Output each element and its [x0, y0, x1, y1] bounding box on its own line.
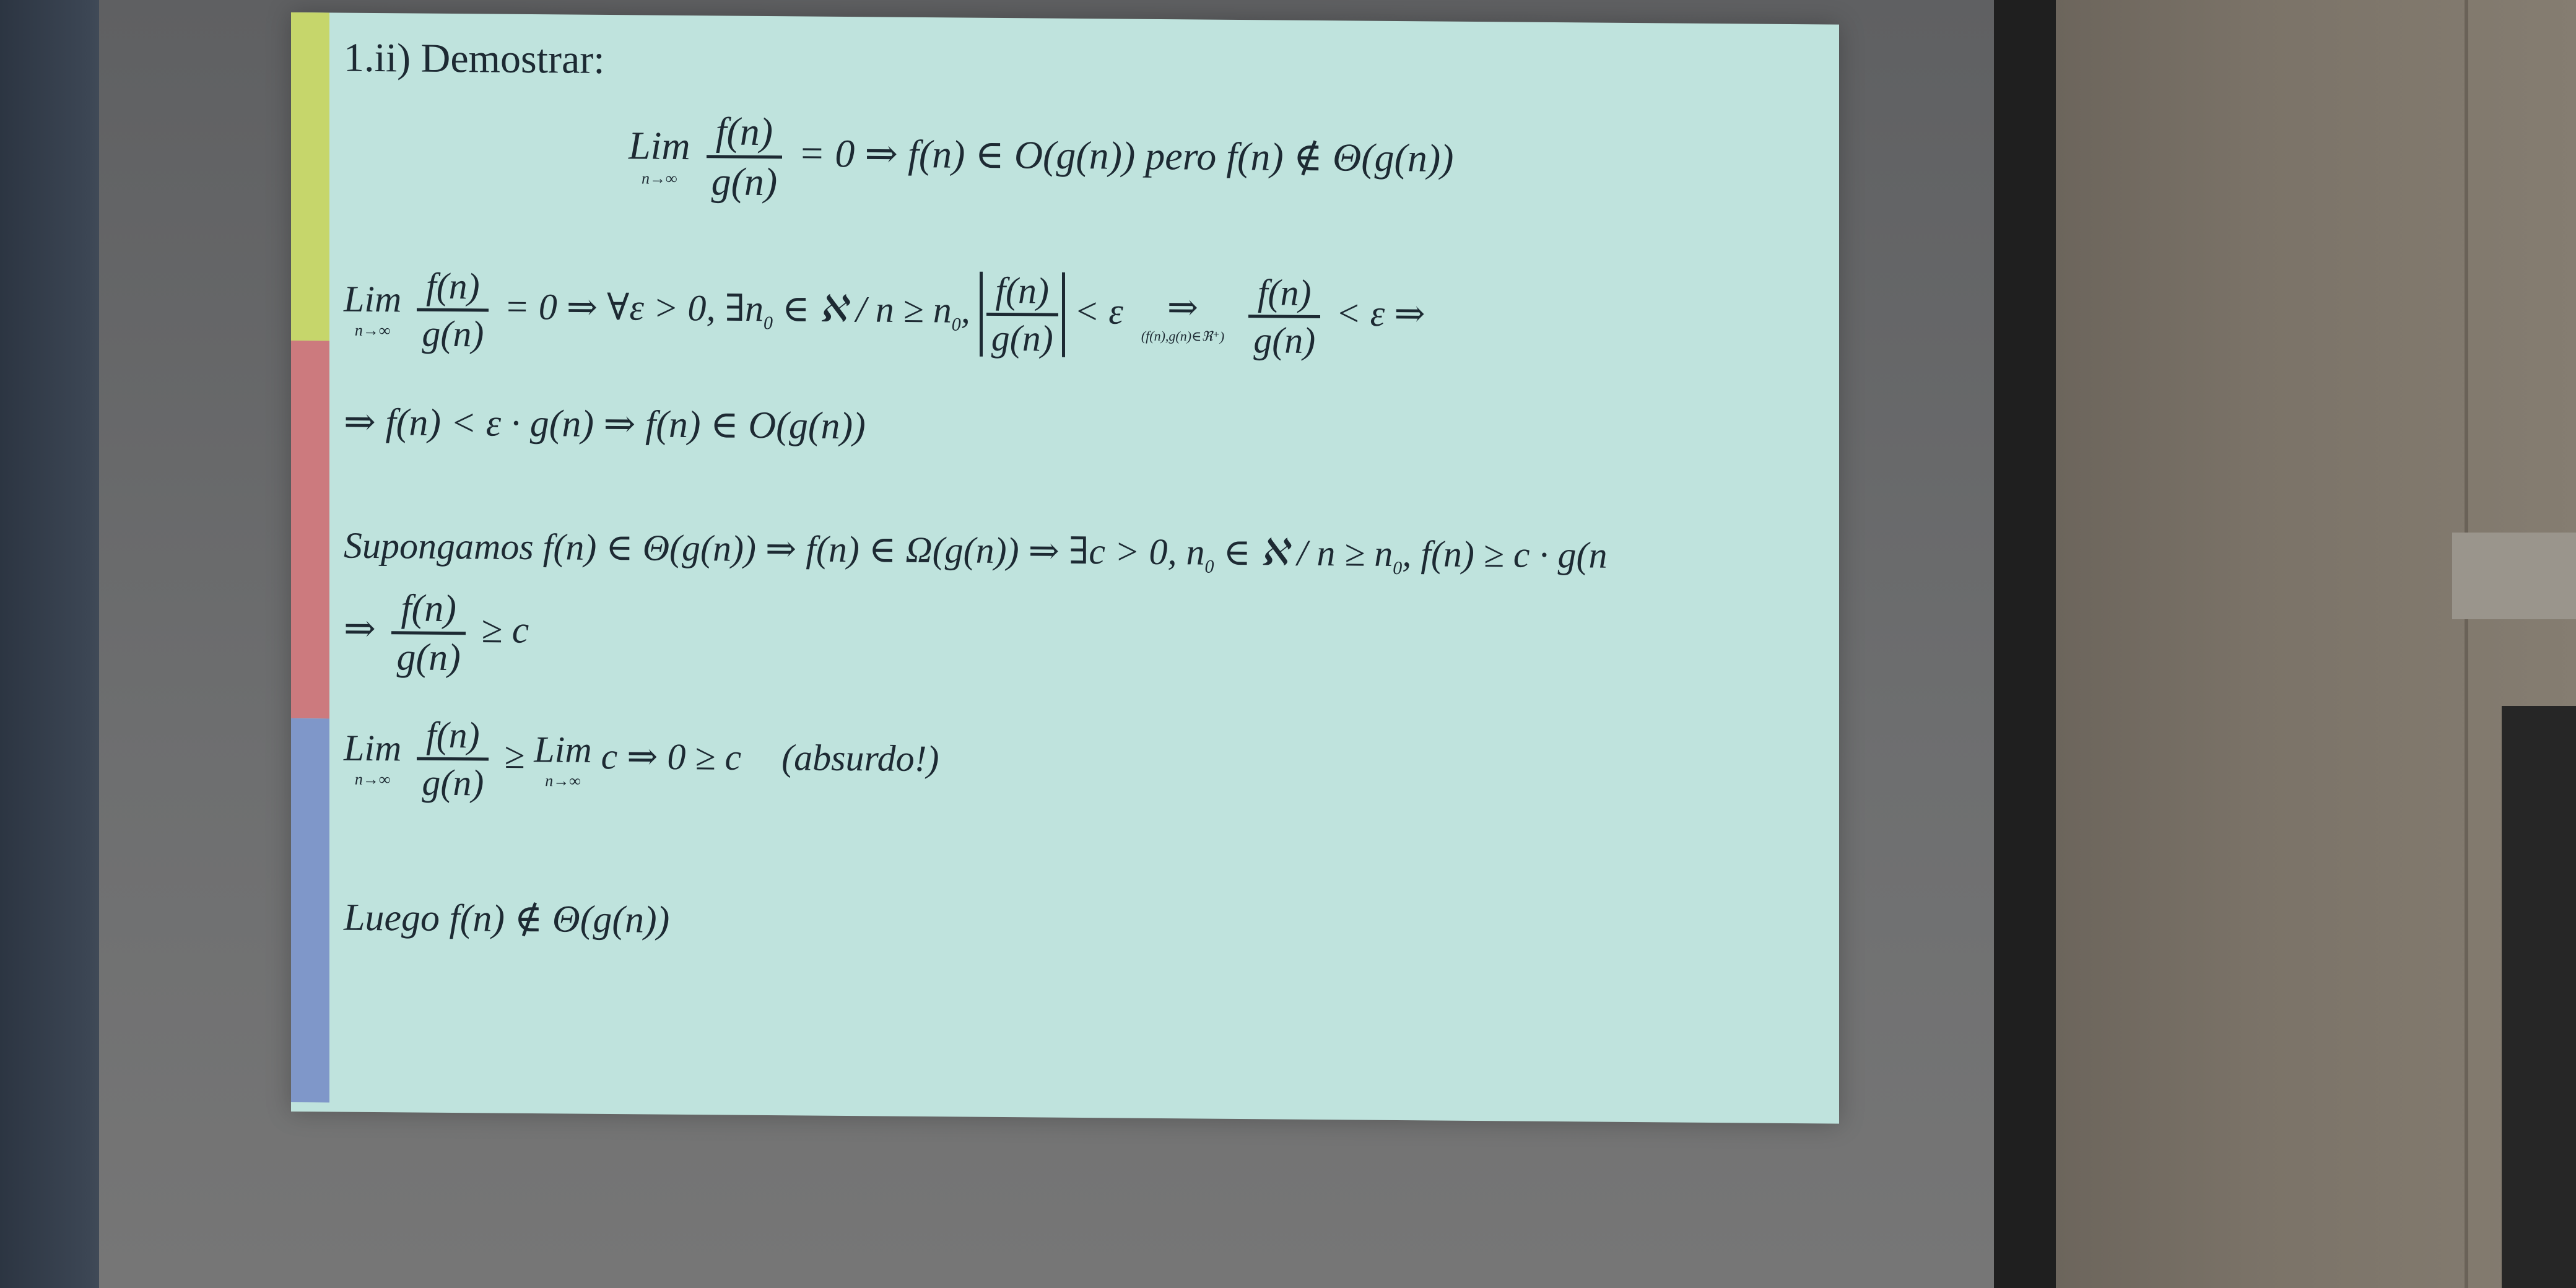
limit-tail: c ⇒ 0 ≥ c: [601, 736, 742, 778]
proof-tail: < ε ⇒: [1336, 292, 1425, 334]
implies-arrow: ⇒: [344, 607, 376, 650]
limit-subscript: n→∞: [354, 770, 391, 788]
fraction-denominator: g(n): [707, 155, 783, 202]
ratio-line: [344, 589, 529, 677]
implication-with-condition: [1141, 288, 1224, 343]
subscript: 0: [764, 313, 773, 334]
subscript: 0: [951, 314, 961, 335]
fraction-numerator: f(n): [426, 714, 480, 756]
fraction-numerator: f(n): [995, 269, 1050, 311]
fraction-denominator: g(n): [986, 313, 1058, 357]
accent-stripe-blue: [291, 718, 329, 1102]
right-wall: [2056, 0, 2576, 1288]
fraction-denominator: g(n): [391, 631, 465, 677]
fraction-numerator: f(n): [715, 109, 773, 154]
fraction: [1248, 274, 1320, 359]
fraction-numerator: f(n): [1257, 272, 1312, 313]
fraction-denominator: g(n): [417, 308, 489, 353]
greater-equal: ≥: [504, 734, 525, 777]
fraction: [707, 111, 783, 202]
fraction-denominator: g(n): [417, 757, 489, 802]
wall-shelf: [2452, 533, 2576, 619]
limit-operator: [534, 728, 592, 790]
accent-stripe-yellow: [291, 12, 329, 341]
fraction: [986, 269, 1058, 359]
doorway: [2502, 706, 2576, 1288]
comma: ,: [960, 289, 970, 331]
proof-line-1: [344, 267, 1425, 360]
statement-rhs: = 0 ⇒ f(n) ∈ O(g(n)) pero f(n) ∉ Θ(g(n)): [798, 131, 1454, 180]
conclusion-line: Luego f(n) ∉ Θ(g(n)): [344, 896, 670, 941]
limit-label: Lim: [629, 123, 690, 168]
screen-frame-edge: [1994, 0, 2056, 1288]
limit-line: [344, 716, 939, 806]
fraction: [417, 265, 489, 355]
limit-label: Lim: [344, 278, 402, 320]
proof-line-2: ⇒ f(n) < ε · g(n) ⇒ f(n) ∈ O(g(n)): [344, 401, 866, 448]
subscript: 0: [1393, 557, 1403, 579]
limit-subscript: n→∞: [642, 168, 677, 188]
subscript: 0: [1204, 556, 1214, 577]
proof-naturals-clause: ∈ ℵ / n ≥ n: [782, 288, 952, 331]
suppose-line: [344, 524, 1608, 580]
projected-slide: [291, 12, 1839, 1124]
limit-subscript: n→∞: [545, 771, 581, 790]
fraction: [391, 589, 465, 677]
wall-corner-line: [2465, 0, 2468, 1288]
left-wall: [0, 0, 111, 1288]
limit-operator: [344, 729, 401, 788]
suppose-text-2: ∈ ℵ / n ≥ n: [1223, 531, 1393, 574]
suppose-text: Supongamos f(n) ∈ Θ(g(n)) ⇒ f(n) ∈ Ω(g(n)) ⇒ ∃c > 0, n: [344, 524, 1205, 573]
implies-arrow: ⇒: [1167, 286, 1199, 328]
limit-label: Lim: [344, 727, 402, 768]
implication-condition: (f(n),g(n)∈ℜ⁺): [1141, 328, 1225, 344]
less-than-epsilon: < ε: [1074, 290, 1123, 332]
fraction-denominator: g(n): [1248, 315, 1320, 359]
statement-formula: [629, 111, 1453, 207]
ratio-inequality: ≥ c: [481, 609, 529, 651]
absurd-note: (absurdo!): [781, 737, 939, 780]
fraction-numerator: f(n): [426, 265, 480, 307]
limit-label: Lim: [534, 728, 592, 770]
suppose-text-3: , f(n) ≥ c · g(n: [1402, 533, 1608, 576]
absolute-value: [980, 269, 1065, 359]
limit-operator: [629, 123, 690, 188]
fraction: [417, 716, 489, 802]
limit-operator: [344, 280, 401, 339]
fraction-numerator: f(n): [401, 587, 456, 630]
accent-stripe-red: [291, 341, 329, 718]
limit-subscript: n→∞: [354, 321, 391, 339]
proof-epsilon-clause: = 0 ⇒ ∀ε > 0, ∃n: [504, 285, 764, 329]
slide-title: 1.ii) Demostrar:: [344, 35, 605, 82]
